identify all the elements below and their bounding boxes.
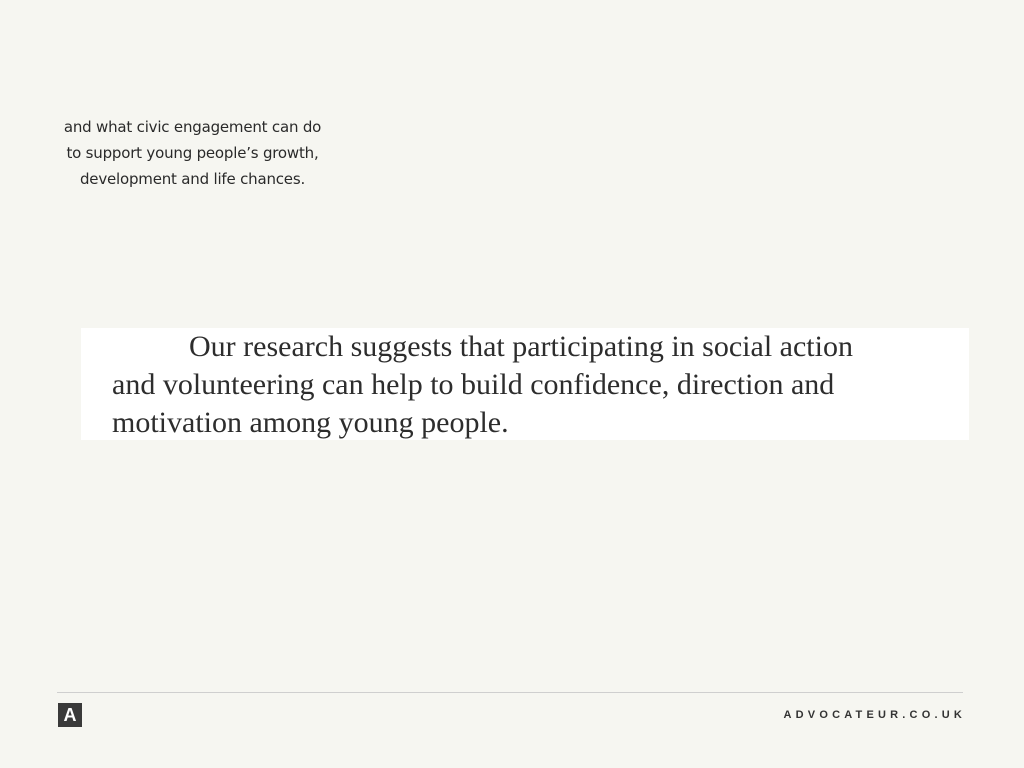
footer-divider: [57, 692, 963, 693]
pull-quote: [112, 328, 949, 442]
quote-line: Our research suggests that participating in social action: [189, 330, 853, 363]
intro-paragraph: [60, 114, 325, 192]
intro-line: and what civic engagement can do: [63, 118, 322, 136]
intro-line: development and life chances.: [79, 170, 306, 188]
intro-line: to support young people’s growth,: [66, 144, 319, 162]
site-url: ADVOCATEUR.CO.UK: [783, 709, 966, 721]
advocateur-logo-icon: A: [58, 703, 82, 727]
quote-line: motivation among young people.: [112, 406, 509, 439]
pull-quote-box: [81, 328, 969, 440]
quote-line: and volunteering can help to build confidence, direction and: [112, 368, 835, 401]
